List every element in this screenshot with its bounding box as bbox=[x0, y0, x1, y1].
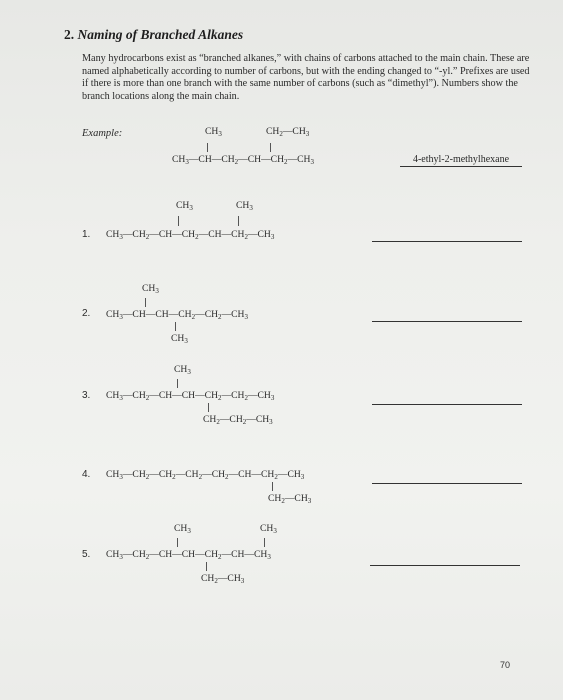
q5-main-chain: $CH_3—CH_2—CH—CH—CH_2—CH—CH_3$ bbox=[106, 549, 271, 561]
bond-line bbox=[178, 216, 179, 226]
q2-main-chain: $CH_3—CH—CH—CH_2—CH_2—CH_3$ bbox=[106, 309, 248, 321]
q4-branch-bottom: $CH_2—CH_3$ bbox=[268, 493, 312, 505]
section-number: 2. bbox=[64, 27, 75, 42]
question-1-number: 1. bbox=[82, 229, 91, 240]
bond-line bbox=[177, 379, 178, 388]
example-branch-methyl: $CH_3$ bbox=[205, 126, 222, 138]
example-branch-ethyl: $CH_2—CH_3$ bbox=[266, 126, 310, 138]
q1-branch-2: $CH_3$ bbox=[236, 200, 253, 212]
example-main-chain: $CH_3—CH—CH_2—CH—CH_2—CH_3$ bbox=[172, 154, 314, 166]
q5-branch-2: $CH_3$ bbox=[260, 523, 277, 535]
q2-branch-bottom: $CH_3$ bbox=[171, 333, 188, 345]
q5-answer-field[interactable] bbox=[370, 553, 520, 566]
bond-line bbox=[272, 482, 273, 491]
section-title: Naming of Branched Alkanes bbox=[77, 27, 244, 42]
q4-main-chain: $CH_3—CH_2—CH_2—CH_2—CH_2—CH—CH_2—CH_3$ bbox=[106, 469, 305, 481]
q3-answer-field[interactable] bbox=[372, 392, 522, 405]
bond-line bbox=[264, 538, 265, 547]
section-heading bbox=[64, 27, 243, 43]
intro-paragraph: Many hydrocarbons exist as “branched alkanes,” with chains of carbons attached to the main chain. These are named alphabetically according to number of carbons, but with the ending changed to “-yl.” Prefixes are used if there is more than one branch with the same number of carbons (such as “dimethyl”). Numbers show the branch locations along the main chain. bbox=[82, 53, 530, 102]
example-label: Example: bbox=[82, 128, 123, 139]
q5-branch-bottom: $CH_2—CH_3$ bbox=[201, 573, 245, 585]
bond-line bbox=[145, 298, 146, 307]
bond-line bbox=[207, 143, 208, 152]
question-4-number: 4. bbox=[82, 469, 91, 480]
q1-main-chain: $CH_3—CH_2—CH—CH_2—CH—CH_2—CH_3$ bbox=[106, 229, 275, 241]
q4-answer-field[interactable] bbox=[372, 471, 522, 484]
bond-line bbox=[238, 216, 239, 226]
bond-line bbox=[177, 538, 178, 547]
bond-line bbox=[208, 403, 209, 412]
example-answer: 4-ethyl-2-methylhexane bbox=[400, 154, 522, 167]
question-3-number: 3. bbox=[82, 390, 91, 401]
q1-answer-field[interactable] bbox=[372, 229, 522, 242]
q3-main-chain: $CH_3—CH_2—CH—CH—CH_2—CH_2—CH_3$ bbox=[106, 390, 275, 402]
q5-branch-1: $CH_3$ bbox=[174, 523, 191, 535]
q3-branch-top: $CH_3$ bbox=[174, 364, 191, 376]
q1-branch-1: $CH_3$ bbox=[176, 200, 193, 212]
bond-line bbox=[270, 143, 271, 152]
q2-answer-field[interactable] bbox=[372, 309, 522, 322]
page-number: 70 bbox=[500, 660, 511, 670]
question-5-number: 5. bbox=[82, 549, 91, 560]
question-2-number: 2. bbox=[82, 308, 91, 319]
q2-branch-top: $CH_3$ bbox=[142, 283, 159, 295]
bond-line bbox=[206, 562, 207, 571]
bond-line bbox=[175, 322, 176, 331]
q3-branch-bottom: $CH_2—CH_2—CH_3$ bbox=[203, 414, 273, 426]
